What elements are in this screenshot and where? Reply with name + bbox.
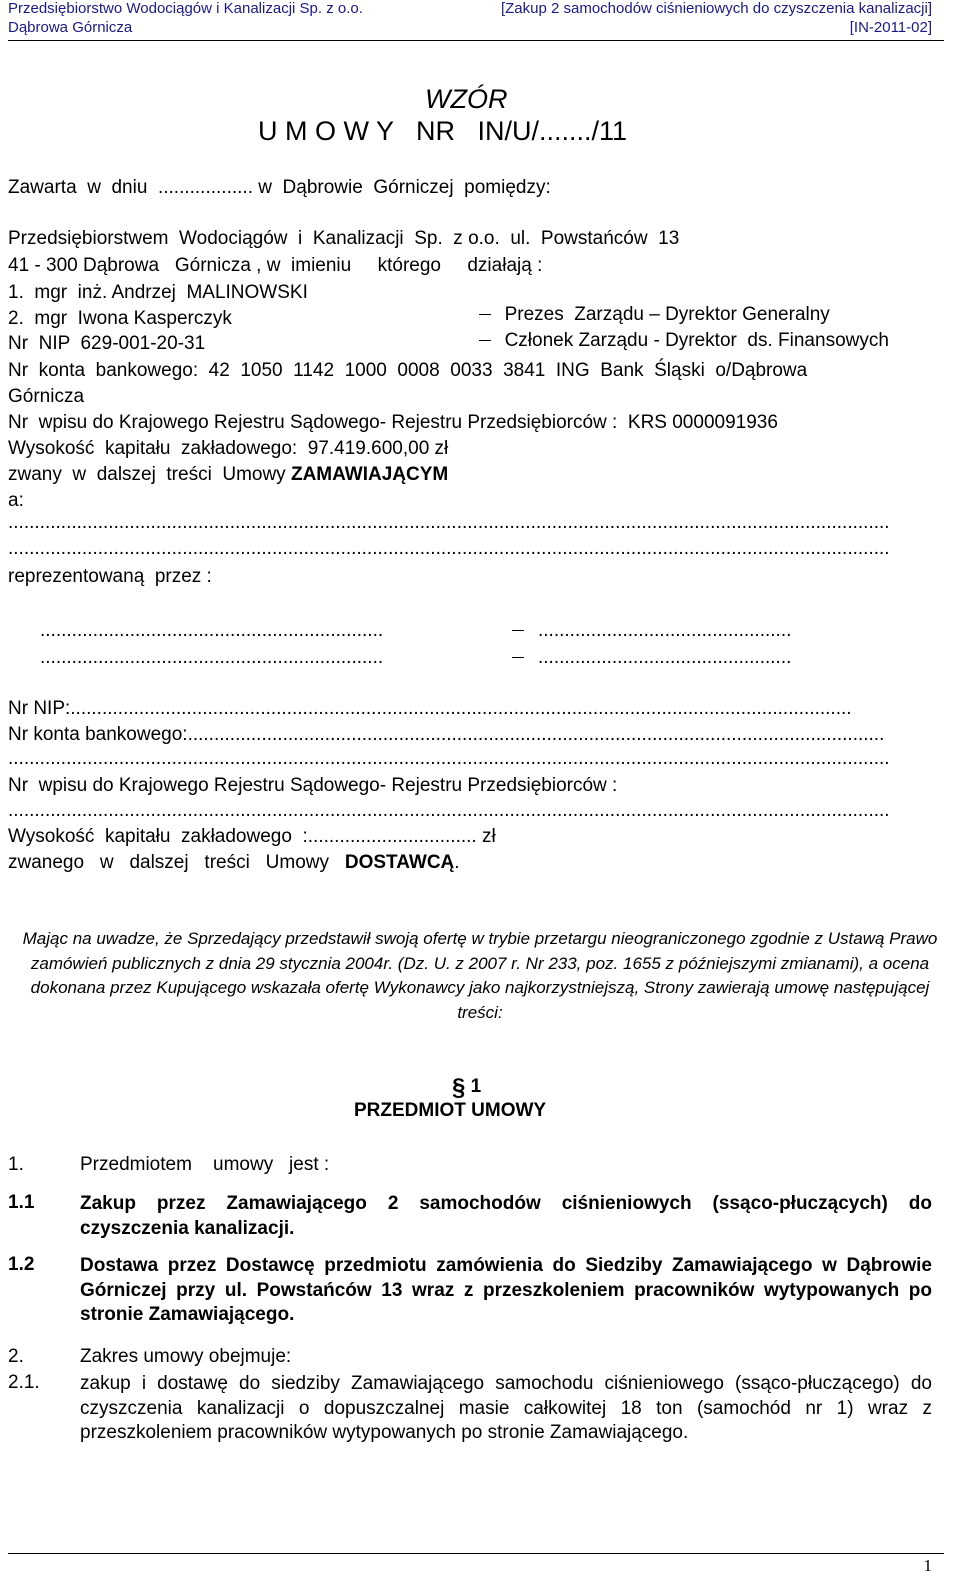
party1-rep1-role-text: Prezes Zarządu – Dyrektor Generalny: [504, 303, 830, 325]
section1-number-text: 1: [465, 1076, 482, 1097]
party2-nip-label: Nr NIP:: [8, 698, 71, 719]
party2-zwanego: [8, 852, 460, 874]
item-1-2-text: Dostawa przez Dostawcę przedmiotu zamówienia do Siedziby Zamawiającego w Dąbrowie Górniczej przy ul. Powstańców 13 wraz z przeszkoleniem pracowników wytypowanych po stronie Zamawiającego.: [80, 1255, 932, 1326]
party1-rep2-role: [468, 308, 889, 352]
preamble: Mając na uwadze, że Sprzedający przedstawił swoją ofertę w trybie przetargu nieograniczonego zgodnie z Ustawą Prawo zamówień publicznych z dnia 29 stycznia 2004r. (Dz. U. z 2007 r. Nr 233, poz. 1655 z późniejszymi zmianami), a ocena dokonana przez Kupującego wskazała ofertę Wykonawcy jako najkorzystniejszą, Strony zawierają umowę następującej treści:: [22, 929, 938, 1022]
item-2-1-text: zakup i dostawę do siedziby Zamawiającego samochodu ciśnieniowego (ssąco-płuczącego) do czyszczenia kanalizacji o dopuszczalnej masie całkowitej 18 ton (samochód nr 1) wraz z przeszkoleniem pracowników wytypowanych po stronie Zamawiającego.: [80, 1373, 932, 1444]
party2-kapital-unit: zł: [476, 826, 496, 847]
party2-zwanego-name: DOSTAWCĄ: [344, 852, 455, 873]
party2-rep1-name: .................................................................: [40, 620, 384, 641]
item-1-1-number: 1.1: [8, 1192, 35, 1213]
title-wzor: WZÓR: [425, 84, 508, 114]
section1-heading: PRZEDMIOT UMOWY: [354, 1100, 547, 1121]
item-1-text: Przedmiotem umowy jest :: [80, 1154, 330, 1175]
header-company: Przedsiębiorstwo Wodociągów i Kanalizacji Sp. z o.o.: [8, 0, 363, 17]
dotted-line: .......................................................................................................................................................................: [8, 538, 890, 559]
page-number: 1: [923, 1556, 932, 1575]
party2-kapital-dots: ................................: [307, 826, 477, 847]
header-divider: [8, 40, 944, 41]
header-city: Dąbrowa Górnicza: [8, 19, 133, 36]
title-umowa: U M O W Y NR IN/U/......./11: [258, 116, 628, 146]
party1-rep1-name: 1. mgr inż. Andrzej MALINOWSKI: [8, 282, 308, 303]
party2-zwanego-dot: .: [454, 852, 460, 873]
dash-icon: [512, 657, 524, 658]
party2-nip: Nr NIP:....................................................................................................................................................: [8, 698, 852, 719]
party2-rep1-role-dots: ................................................: [538, 620, 792, 641]
party1-zwany-name: ZAMAWIAJĄCYM: [290, 464, 449, 485]
party1-zwany: [8, 464, 448, 486]
dotted-line: .......................................................................................................................................................................: [8, 748, 890, 769]
item-2-number: 2.: [8, 1346, 24, 1367]
party1-nip: Nr NIP 629-001-20-31: [8, 333, 206, 354]
item-1-1-text: Zakup przez Zamawiającego 2 samochodów ciśnieniowych (ssąco-płuczących) do czyszczenia kanalizacji.: [80, 1193, 932, 1239]
party2-kapital-label: Wysokość kapitału zakładowego :: [8, 826, 308, 847]
header-subject: [Zakup 2 samochodów ciśnieniowych do czyszczenia kanalizacji]: [500, 0, 932, 17]
party1-a: a:: [8, 490, 24, 511]
item-2-text: Zakres umowy obejmuje:: [80, 1346, 292, 1367]
party1-line2: 41 - 300 Dąbrowa Górnicza , w imieniu którego działają :: [8, 255, 543, 276]
party2-kapital: [8, 826, 496, 848]
party1-kapital: Wysokość kapitału zakładowego: 97.419.600,00 zł: [8, 438, 449, 459]
item-2-1-number: 2.1.: [8, 1372, 40, 1393]
section-sign-icon: §: [452, 1074, 466, 1101]
party1-rep2-role-text: Członek Zarządu - Dyrektor ds. Finansowych: [504, 329, 889, 351]
item-1-2-number: 1.2: [8, 1254, 35, 1275]
party1-krs: Nr wpisu do Krajowego Rejestru Sądowego- Rejestru Przedsiębiorców : KRS 0000091936: [8, 412, 778, 433]
party2-krs: Nr wpisu do Krajowego Rejestru Sądowego- Rejestru Przedsiębiorców :: [8, 775, 618, 796]
party2-rep2-name: .................................................................: [40, 647, 384, 668]
party1-rep2-name: 2. mgr Iwona Kasperczyk: [8, 308, 232, 329]
party2-zwanego-text: zwanego w dalszej treści Umowy: [8, 852, 345, 873]
party2-reprezentowana: reprezentowaną przez :: [8, 566, 212, 587]
party2-rep2-role: [512, 647, 791, 669]
party1-konto: Nr konta bankowego: 42 1050 1142 1000 0008 0033 3841 ING Bank Śląski o/Dąbrowa: [8, 360, 808, 381]
item-1-number: 1.: [8, 1154, 24, 1175]
intro-line: Zawarta w dniu .................. w Dąbrowie Górniczej pomiędzy:: [8, 177, 551, 198]
party1-konto-cont: Górnicza: [8, 386, 85, 407]
dash-icon: [512, 630, 524, 631]
party2-konto: Nr konta bankowego:....................................................................................................................................: [8, 724, 885, 745]
party2-rep1-role: [512, 620, 791, 642]
header-code: [IN-2011-02]: [849, 19, 932, 36]
party2-rep2-role-dots: ................................................: [538, 647, 792, 668]
footer-divider: [8, 1553, 944, 1554]
section1-number: [452, 1074, 481, 1102]
dash-icon: [479, 340, 491, 341]
party1-zwany-text: zwany w dalszej treści Umowy: [8, 464, 291, 485]
dotted-line: .......................................................................................................................................................................: [8, 512, 890, 533]
dotted-line: .......................................................................................................................................................................: [8, 800, 890, 821]
party1-line1: Przedsiębiorstwem Wodociągów i Kanalizacji Sp. z o.o. ul. Powstańców 13: [8, 228, 680, 249]
party2-konto-label: Nr konta bankowego:: [8, 724, 188, 745]
